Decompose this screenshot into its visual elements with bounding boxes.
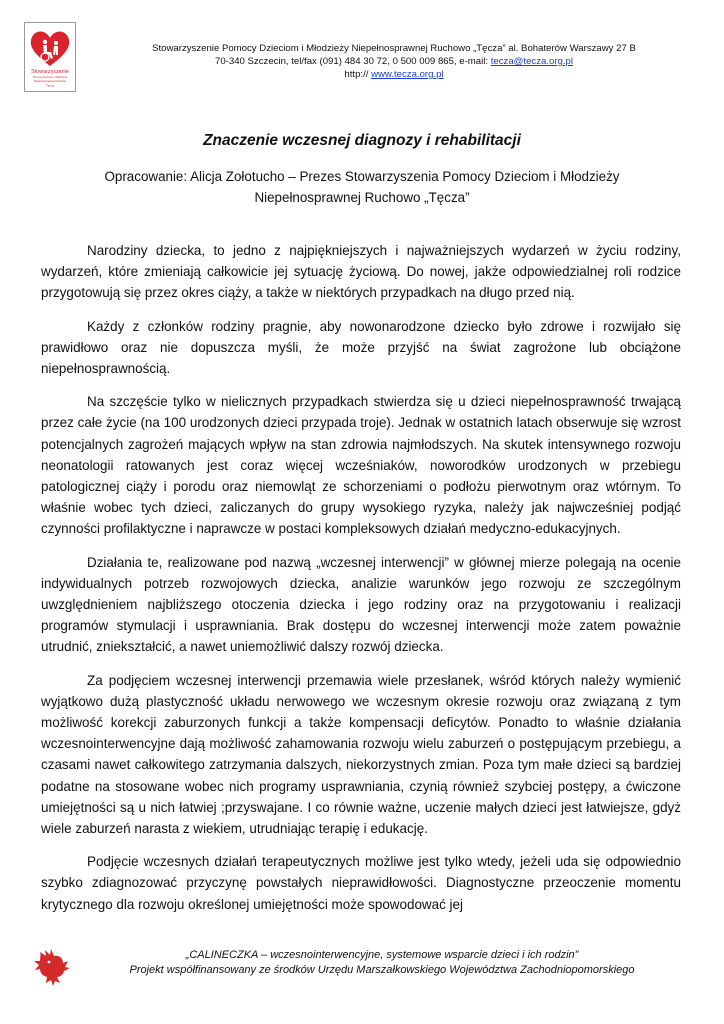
email-link[interactable]: tecza@tecza.org.pl	[490, 56, 573, 67]
document-author	[60, 166, 664, 208]
body-paragraph: Na szczęście tylko w nielicznych przypadkach stwierdza się u dzieci niepełnosprawność trwającą przez całe życie (na 100 urodzonych dzieci przypada troje). Jednak w ostatnich latach obserwuje się wzrost potencjalnych zagrożeń mających wpływ na stan zdrowia najmłodszych. Na skutek intensywnego rozwoju neonatologii ratowanych jest coraz więcej wcześniaków, noworodków urodzonych w przebiegu patologicznej ciąży i porodu oraz niemowląt ze schorzeniami o podłożu pierwotnym oraz wtórnym. To właśnie wobec tych dzieci, zaliczanych do grupy wysokiego ryzyka, należy jak najwcześniej podjąć czynności profilaktyczne i naprawcze w postaci kompleksowych działań medyczno-edukacyjnych.	[41, 394, 681, 537]
website-prefix: http://	[344, 69, 372, 80]
letterhead-line-3	[84, 68, 704, 81]
body-paragraph: Za podjęciem wczesnej interwencji przemawia wiele przesłanek, wśród których należy wymienić wyjątkowo dużą plastyczność układu nerwowego we wczesnym okresie rozwoju oraz związaną z tym możliwość korekcji zaburzonych funkcji a także kompensacji deficytów. Ponadto to właśnie działania wczesnointerwencyjne dają możliwość zahamowania rozwoju wielu zaburzeń o postępującym przebiegu, a czasami nawet całkowitego zatrzymania dalszych, niekorzystnych zmian. Poza tym małe dzieci są bardziej podatne na stosowane wobec nich programy usprawniania, czynią również szybciej postępy, a ćwiczone umiejętności są u nich łatwiej ;przyswajane. I co równie ważne, uczenie małych dzieci jest łatwiejsze, gdyż wiele zaburzeń narasta z wiekiem, utrudniając terapię i edukację.	[41, 672, 681, 837]
document-body	[41, 240, 681, 915]
body-paragraph: Działania te, realizowane pod nazwą „wczesnej interwencji” w głównej mierze polegają na ocenie indywidualnych potrzeb rozwojowych dziecka, analizie warunków jego rozwoju ze szczególnym uwzględnieniem najbliższego otoczenia dziecka i jego rodziny oraz na przygotowaniu i realizacji programów stymulacji i usprawniania. Brak dostępu do wczesnej interwencji może zatem poważnie utrudnić, zniekształcić, a nawet uniemożliwić dalszy rozwój dziecka.	[41, 554, 681, 655]
letterhead-line-1: Stowarzyszenie Pomocy Dzieciom i Młodzieży Niepełnosprawnej Ruchowo „Tęcza” al. Bohaterów Warszawy 27 B	[152, 43, 636, 54]
footer-funding-note: Projekt współfinansowany ze środków Urzędu Marszałkowskiego Województwa Zachodniopomorskiego	[129, 964, 635, 976]
griffin-emblem-icon	[32, 946, 74, 988]
logo-text-line-2: Pomocy Dzieciom i Młodzieży	[32, 76, 68, 79]
association-heart-logo	[24, 22, 76, 92]
body-paragraph: Podjęcie wczesnych działań terapeutycznych możliwe jest tylko wtedy, jeżeli uda się odpowiednio szybko zdiagnozować przyczynę powstałych nieprawidłowości. Diagnostyczne przeoczenie momentu krytycznego dla rozwoju określonej umiejętności może spowodować jej	[41, 854, 681, 912]
logo-text-line-3: Niepełnosprawnej Ruchowo	[33, 80, 67, 83]
letterhead-line-2	[84, 55, 704, 68]
author-line-1: Opracowanie: Alicja Zołotucho – Prezes Stowarzyszenia Pomocy Dzieciom i Młodzieży	[104, 169, 620, 184]
letterhead	[24, 22, 704, 92]
body-paragraph: Narodziny dziecka, to jedno z najpiękniejszych i najważniejszych wydarzeń w życiu rodziny, wydarzeń, które zmieniają całkowicie jej sytuację życiową. Do nowej, jakże odpowiedzialnej roli rodzice przygotowują się przez okres ciąży, a także w niektórych przypadkach na długo przed nią.	[41, 243, 681, 301]
body-paragraph: Każdy z członków rodziny pragnie, aby nowonarodzone dziecko było zdrowe i rozwijało się prawidłowo oraz nie dopuszcza myśli, że może przyjść na świat zagrożone lub obciążone niepełnosprawnością.	[41, 318, 681, 377]
project-footer	[80, 948, 684, 978]
logo-text-line-4: Tęcza	[45, 83, 55, 88]
logo-text-line-1: Stowarzyszenie	[31, 69, 69, 75]
website-link[interactable]: www.tecza.org.pl	[371, 69, 444, 80]
author-line-2: Niepełnosprawnej Ruchowo „Tęcza”	[254, 190, 470, 205]
footer-project-name: „CALINECZKA – wczesnointerwencyjne, systemowe wsparcie dzieci i ich rodzin”	[185, 949, 579, 961]
letterhead-address	[84, 42, 704, 81]
document-title: Znaczenie wczesnej diagnozy i rehabilitacji	[203, 132, 521, 149]
contact-phone-text: 70-340 Szczecin, tel/fax (091) 484 30 72, 0 500 009 865, e-mail:	[215, 56, 491, 67]
